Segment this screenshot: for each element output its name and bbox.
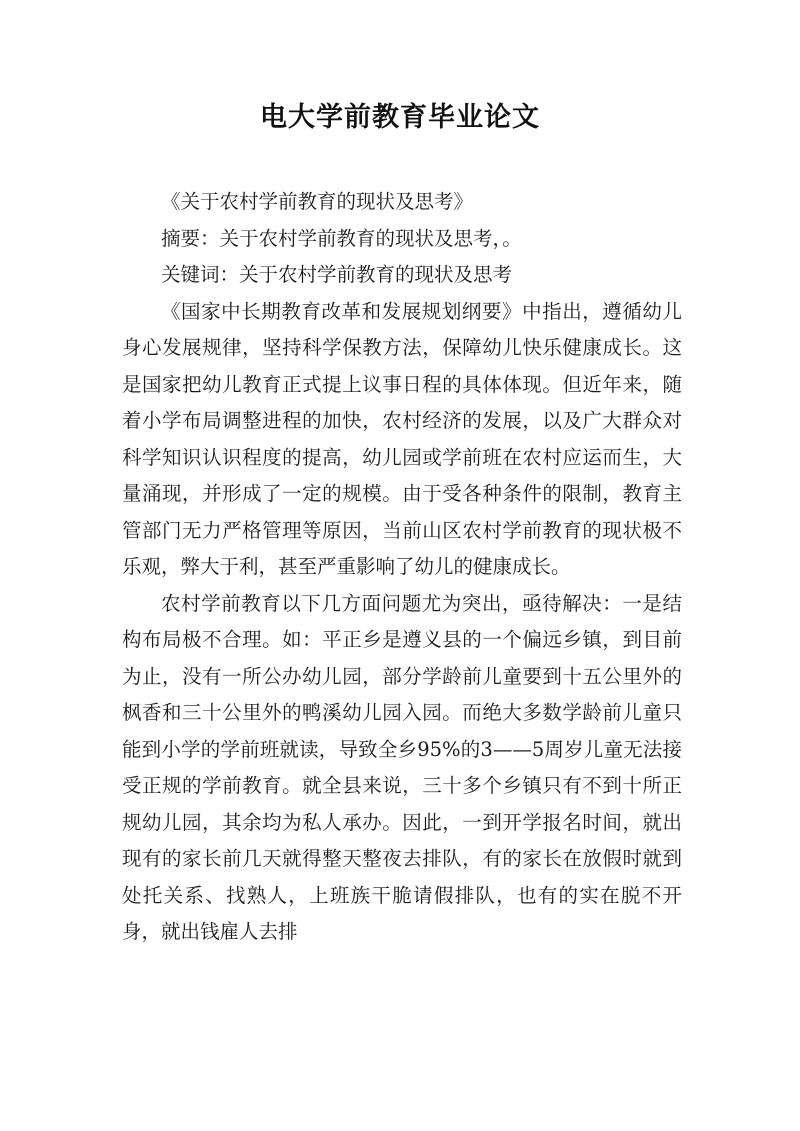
article-heading: 《关于农村学前教育的现状及思考》: [161, 190, 474, 213]
body-paragraph: 农村学前教育以下几方面问题尤为突出，亟待解决：一是结构布局极不合理。如：平正乡是遵义县的一个偏远乡镇，到目前为止，没有一所公办幼儿园，部分学龄前儿童要到十五公里外的枫香和三十公里外的鸭溪幼儿园入园。而绝大多数学龄前儿童只能到小学的学前班就读，导致全乡95%的3——5周岁儿童无法接受正规的学前教育。就全县来说，三十多个乡镇只有不到十所正规幼儿园，其余均为私人承办。因此，一到开学报名时间，就出现有的家长前几天就得整天整夜去排队，有的家长在放假时就到处托关系、找熟人，上班族干脆请假排队，也有的实在脱不开身，就出钱雇人去排: [122, 591, 682, 943]
document-body: [122, 184, 682, 951]
document-title: 电大学前教育毕业论文: [260, 102, 540, 133]
abstract-line: 摘要：关于农村学前教育的现状及思考，。: [161, 226, 522, 250]
keywords-line: 关键词：关于农村学前教育的现状及思考: [161, 263, 513, 286]
body-paragraph: 《国家中长期教育改革和发展规划纲要》中指出，遵循幼儿身心发展规律，坚持科学保教方法，保障幼儿快乐健康成长。这是国家把幼儿教育正式提上议事日程的具体体现。但近年来，随着小学布局调整进程的加快，农村经济的发展，以及广大群众对科学知识认识程度的提高，幼儿园或学前班在农村应运而生，大量涌现，并形成了一定的规模。由于受各种条件的限制，教育主管部门无力严格管理等原因，当前山区农村学前教育的现状极不乐观，弊大于利，甚至严重影响了幼儿的健康成长。: [122, 299, 682, 578]
